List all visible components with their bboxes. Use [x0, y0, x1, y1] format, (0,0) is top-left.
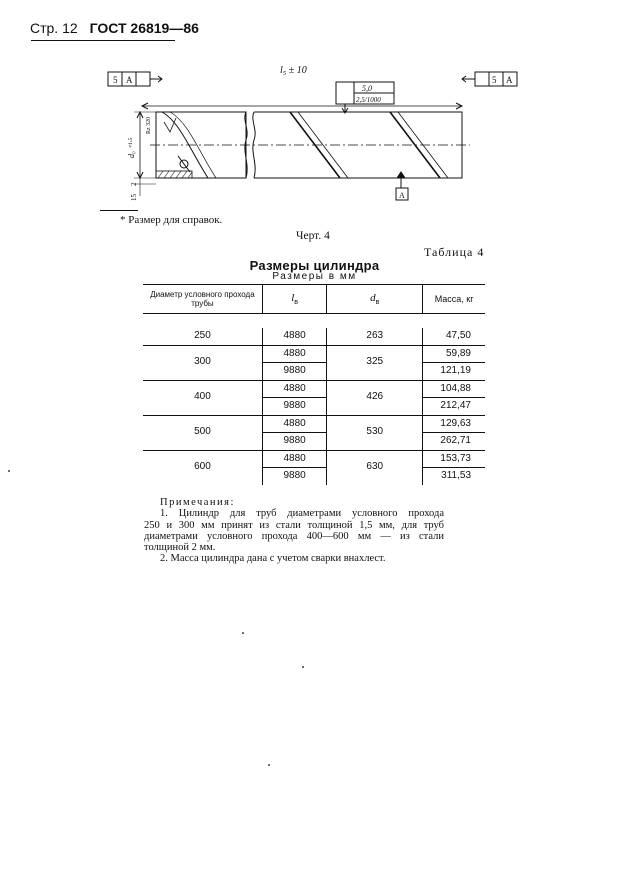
cell-mass: 153,73 [423, 450, 485, 468]
notes-title: Примечания: [160, 497, 235, 508]
cell-length: 9880 [262, 363, 326, 381]
scan-speck [268, 764, 270, 766]
cell-d: 426 [327, 380, 423, 415]
table-number: Таблица 4 [424, 245, 485, 259]
note-line: диаметрами условного прохода 400—600 мм — из стали [144, 530, 444, 542]
table-row [143, 328, 485, 345]
frame-left-datum: A [126, 75, 133, 85]
tolerance-bottom: 2,5/1000 [356, 96, 381, 104]
page-header [30, 20, 199, 36]
note-line: 250 и 300 мм принят из стали толщиной 1,5 мм, для труб [144, 519, 444, 531]
datum-letter: A [399, 191, 405, 200]
cell-d: 263 [327, 328, 423, 345]
header-diameter: Диаметр условного прохода трубы [143, 285, 262, 314]
cell-mass: 212,47 [423, 398, 485, 416]
notes [144, 497, 444, 565]
diameter-label: d₀ ⁺¹·⁵ [127, 137, 136, 158]
header-rule [31, 40, 175, 41]
cell-mass: 104,88 [423, 380, 485, 398]
standard-code: ГОСТ 26819—86 [89, 20, 199, 36]
cell-d: 530 [327, 415, 423, 450]
cell-mass: 311,53 [423, 468, 485, 485]
note-line: 1. Цилиндр для труб диаметрами условного прохода [160, 508, 444, 520]
cell-diameter: 300 [143, 345, 262, 380]
frame-right-datum: A [506, 75, 513, 85]
roughness-label: Rz 320 [146, 116, 152, 134]
header-d: $d_в$ [327, 285, 423, 314]
cell-length: 4880 [262, 380, 326, 398]
cell-length: 4880 [262, 328, 326, 345]
figure-caption: Черт. 4 [296, 230, 330, 242]
frame-left-value: 5 [113, 75, 118, 85]
header-length: $l_в$ [262, 285, 326, 314]
footnote-rule [100, 210, 138, 211]
table-header-row [143, 285, 485, 314]
cell-mass: 121,19 [423, 363, 485, 381]
cylinder-table [143, 284, 485, 491]
cell-mass: 262,71 [423, 433, 485, 451]
header-mass: Масса, кг [423, 285, 485, 314]
footnote: * Размер для справок. [120, 214, 223, 226]
table-row [143, 450, 485, 468]
cylinder-drawing [100, 60, 520, 205]
scan-speck [302, 666, 304, 668]
cell-length: 4880 [262, 450, 326, 468]
cell-diameter: 500 [143, 415, 262, 450]
scan-speck [8, 470, 10, 472]
cell-d: 630 [327, 450, 423, 485]
length-label: l₅ ± 10 [280, 65, 307, 76]
dim-15: 15 [130, 194, 138, 201]
table-row [143, 415, 485, 433]
table-subtitle: Размеры в мм [272, 271, 357, 282]
note-line: толщиной 2 мм. [144, 542, 216, 554]
table-row [143, 380, 485, 398]
cell-length: 9880 [262, 468, 326, 485]
cell-mass: 59,89 [423, 345, 485, 363]
cell-diameter: 250 [143, 328, 262, 345]
cell-diameter: 600 [194, 461, 211, 473]
table-row [143, 345, 485, 363]
cell-mass: 129,63 [423, 415, 485, 433]
cell-length: 4880 [262, 415, 326, 433]
note-line: 2. Масса цилиндра дана с учетом сварки внахлест. [160, 553, 386, 565]
cell-length: 9880 [262, 398, 326, 416]
page-number: Стр. 12 [30, 20, 78, 36]
cell-length: 9880 [262, 433, 326, 451]
dim-2: 2 [130, 182, 138, 186]
cell-diameter: 400 [143, 380, 262, 415]
frame-right-value: 5 [492, 75, 497, 85]
cell-d: 325 [327, 345, 423, 380]
table-title: Размеры цилиндра [249, 258, 380, 273]
cell-length: 4880 [262, 345, 326, 363]
scan-speck [242, 632, 244, 634]
tolerance-top: 5,0 [362, 84, 372, 93]
cell-mass: 47,50 [423, 328, 485, 345]
